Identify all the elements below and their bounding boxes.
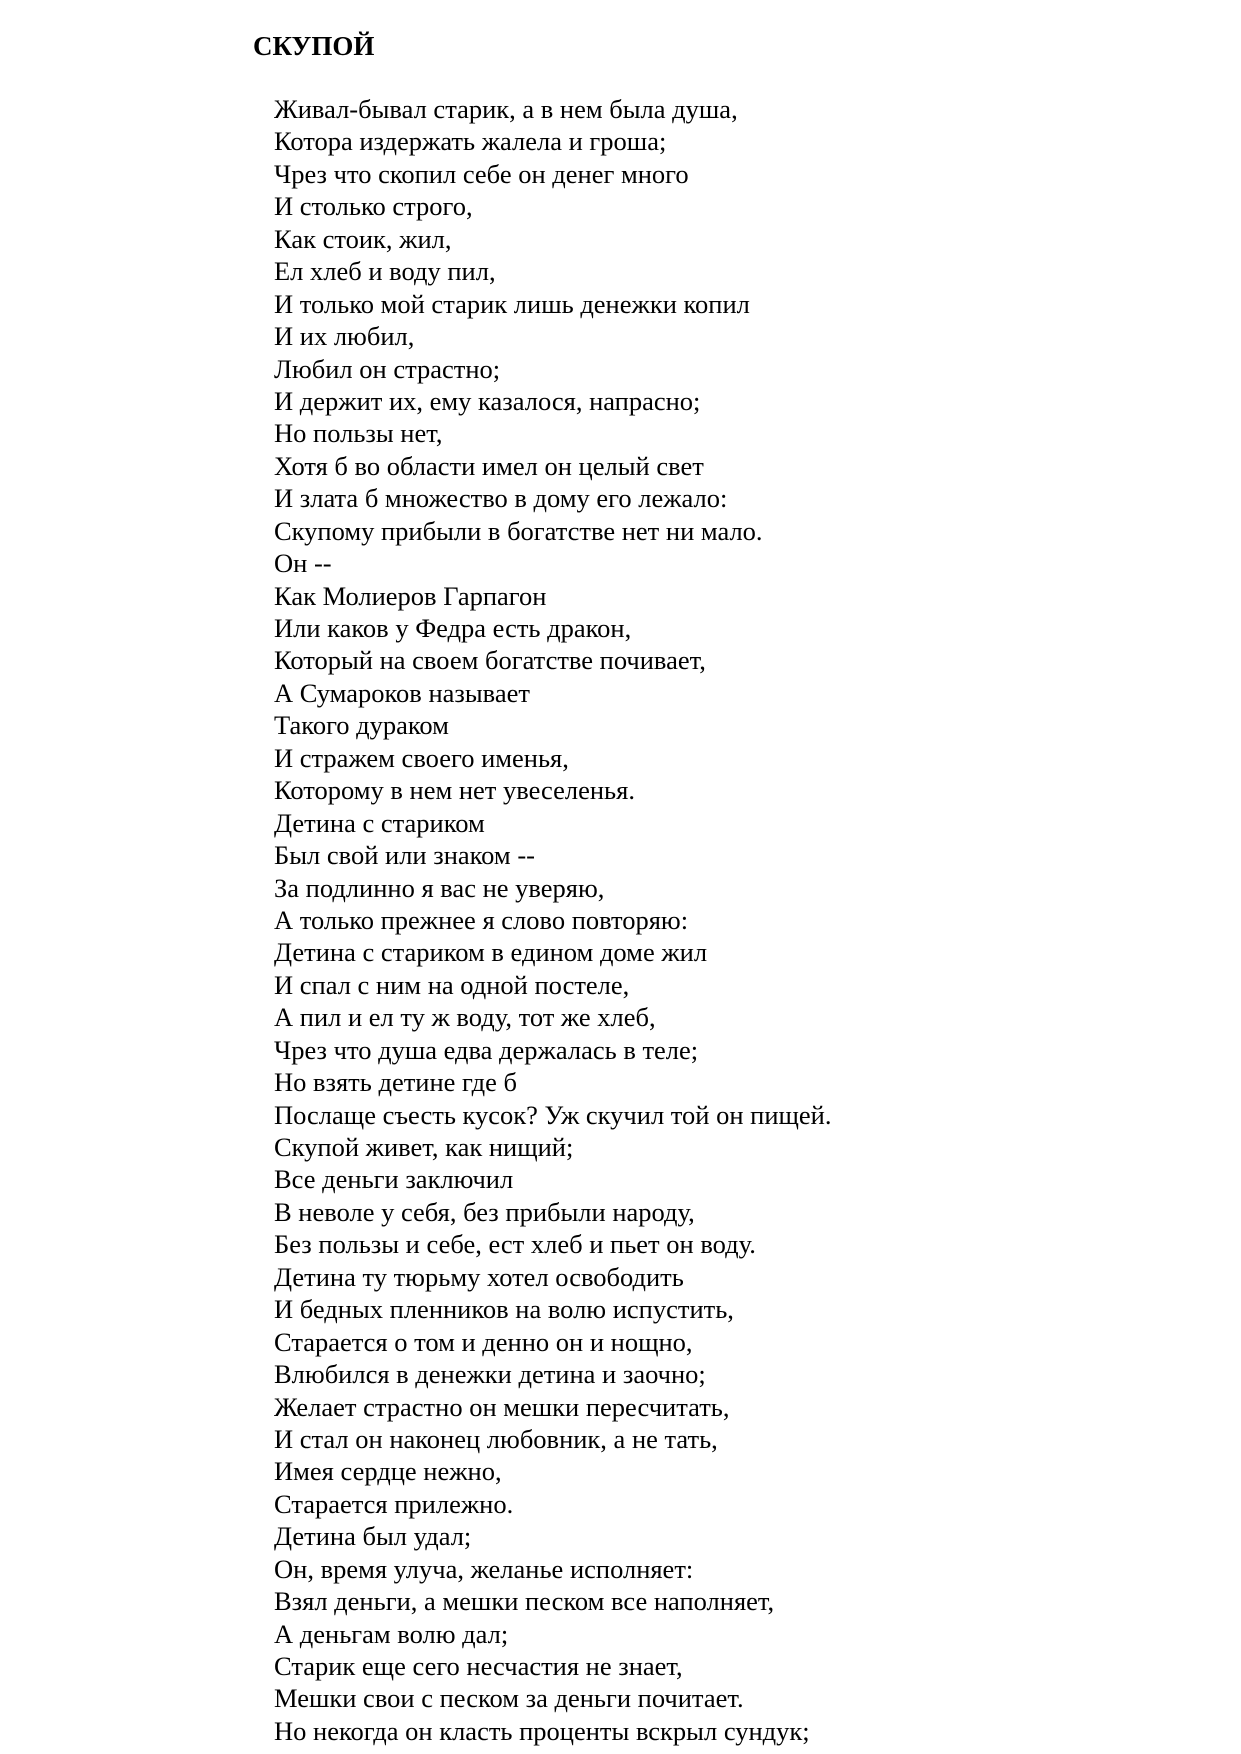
poem-line: В неволе у себя, без прибыли народу, — [274, 1196, 695, 1227]
poem-line: Старик еще сего несчастия не знает, — [274, 1651, 683, 1681]
poem-line: И бедных пленников на волю испустить, — [274, 1294, 734, 1325]
poem-line: Взял деньги, а мешки песком все наполняет, — [274, 1586, 775, 1617]
poem-line: Скупой живет, как нищий; — [274, 1132, 574, 1162]
poem-title: СКУПОЙ — [253, 31, 375, 61]
poem-line: Детина с стариком — [274, 807, 485, 838]
poem-line: И держит их, ему казалося, напрасно; — [274, 385, 701, 416]
poem-line: И злата б множество в дому его лежало: — [274, 483, 728, 514]
poem-line: А Сумароков называет — [274, 677, 530, 708]
poem-line: И стал он наконец любовник, а не тать, — [274, 1423, 718, 1454]
poem-line: Все деньги заключил — [274, 1164, 514, 1195]
poem-line: А только прежнее я слово повторяю: — [274, 904, 689, 935]
poem-line: Которому в нем нет увеселенья. — [274, 775, 635, 806]
poem-line: Детина был удал; — [274, 1521, 472, 1552]
poem-line: Чрез что душа едва держалась в теле; — [274, 1034, 699, 1065]
poem-line: Как стоик, жил, — [274, 223, 452, 254]
poem-line: Такого дураком — [274, 710, 449, 741]
poem-line: И их любил, — [274, 321, 415, 352]
poem-line: Старается прилежно. — [274, 1488, 514, 1519]
poem-line: Ел хлеб и воду пил, — [274, 256, 496, 287]
poem-line: Живал-бывал старик, а в нем была душа, — [274, 94, 738, 124]
poem-line: Имея сердце нежно, — [274, 1456, 502, 1487]
poem-line: И только мой старик лишь денежки копил — [274, 288, 750, 319]
poem-line: Без пользы и себе, ест хлеб и пьет он воду. — [274, 1229, 756, 1260]
poem-line: И столько строго, — [274, 191, 473, 222]
poem-line: Мешки свои с песком за деньги почитает. — [274, 1683, 744, 1714]
poem-line: Как Молиеров Гарпагон — [274, 580, 547, 611]
poem-line: Но некогда он класть проценты вскрыл сундук; — [274, 1715, 810, 1746]
poem-body — [274, 93, 831, 1747]
poem-line: Детина с стариком в едином доме жил — [274, 937, 708, 968]
poem-line: Детина ту тюрьму хотел освободить — [274, 1261, 684, 1292]
poem-line: Он, время улуча, желанье исполняет: — [274, 1553, 694, 1584]
poem-line: А пил и ел ту ж воду, тот же хлеб, — [274, 1002, 656, 1033]
poem-line: Котора издержать жалела и гроша; — [274, 126, 667, 157]
poem-line: Или каков у Федра есть дракон, — [274, 613, 632, 643]
poem-line: Любил он страстно; — [274, 353, 501, 384]
poem-line: А деньгам волю дал; — [274, 1618, 509, 1649]
poem-line: Который на своем богатстве почивает, — [274, 645, 706, 676]
poem-line: За подлинно я вас не уверяю, — [274, 872, 605, 903]
poem-line: Но взять детине где б — [274, 1067, 517, 1098]
poem-line: Был свой или знаком -- — [274, 840, 535, 871]
poem-line: И спал с ним на одной постеле, — [274, 969, 630, 1000]
poem-line: Влюбился в денежки детина и заочно; — [274, 1359, 706, 1390]
poem-line: Старается о том и денно он и нощно, — [274, 1326, 693, 1357]
poem-line: Скупому прибыли в богатстве нет ни мало. — [274, 515, 763, 546]
poem-line: Хотя б во области имел он целый свет — [274, 450, 704, 481]
poem-line: Он -- — [274, 548, 332, 579]
poem-line: Но пользы нет, — [274, 418, 443, 449]
poem-line: И стражем своего именья, — [274, 742, 569, 773]
poem-line: Чрез что скопил себе он денег много — [274, 158, 689, 189]
poem-line: Желает страстно он мешки пересчитать, — [274, 1391, 730, 1422]
poem-line: Послаще съесть кусок? Уж скучил той он пищей. — [274, 1099, 832, 1130]
